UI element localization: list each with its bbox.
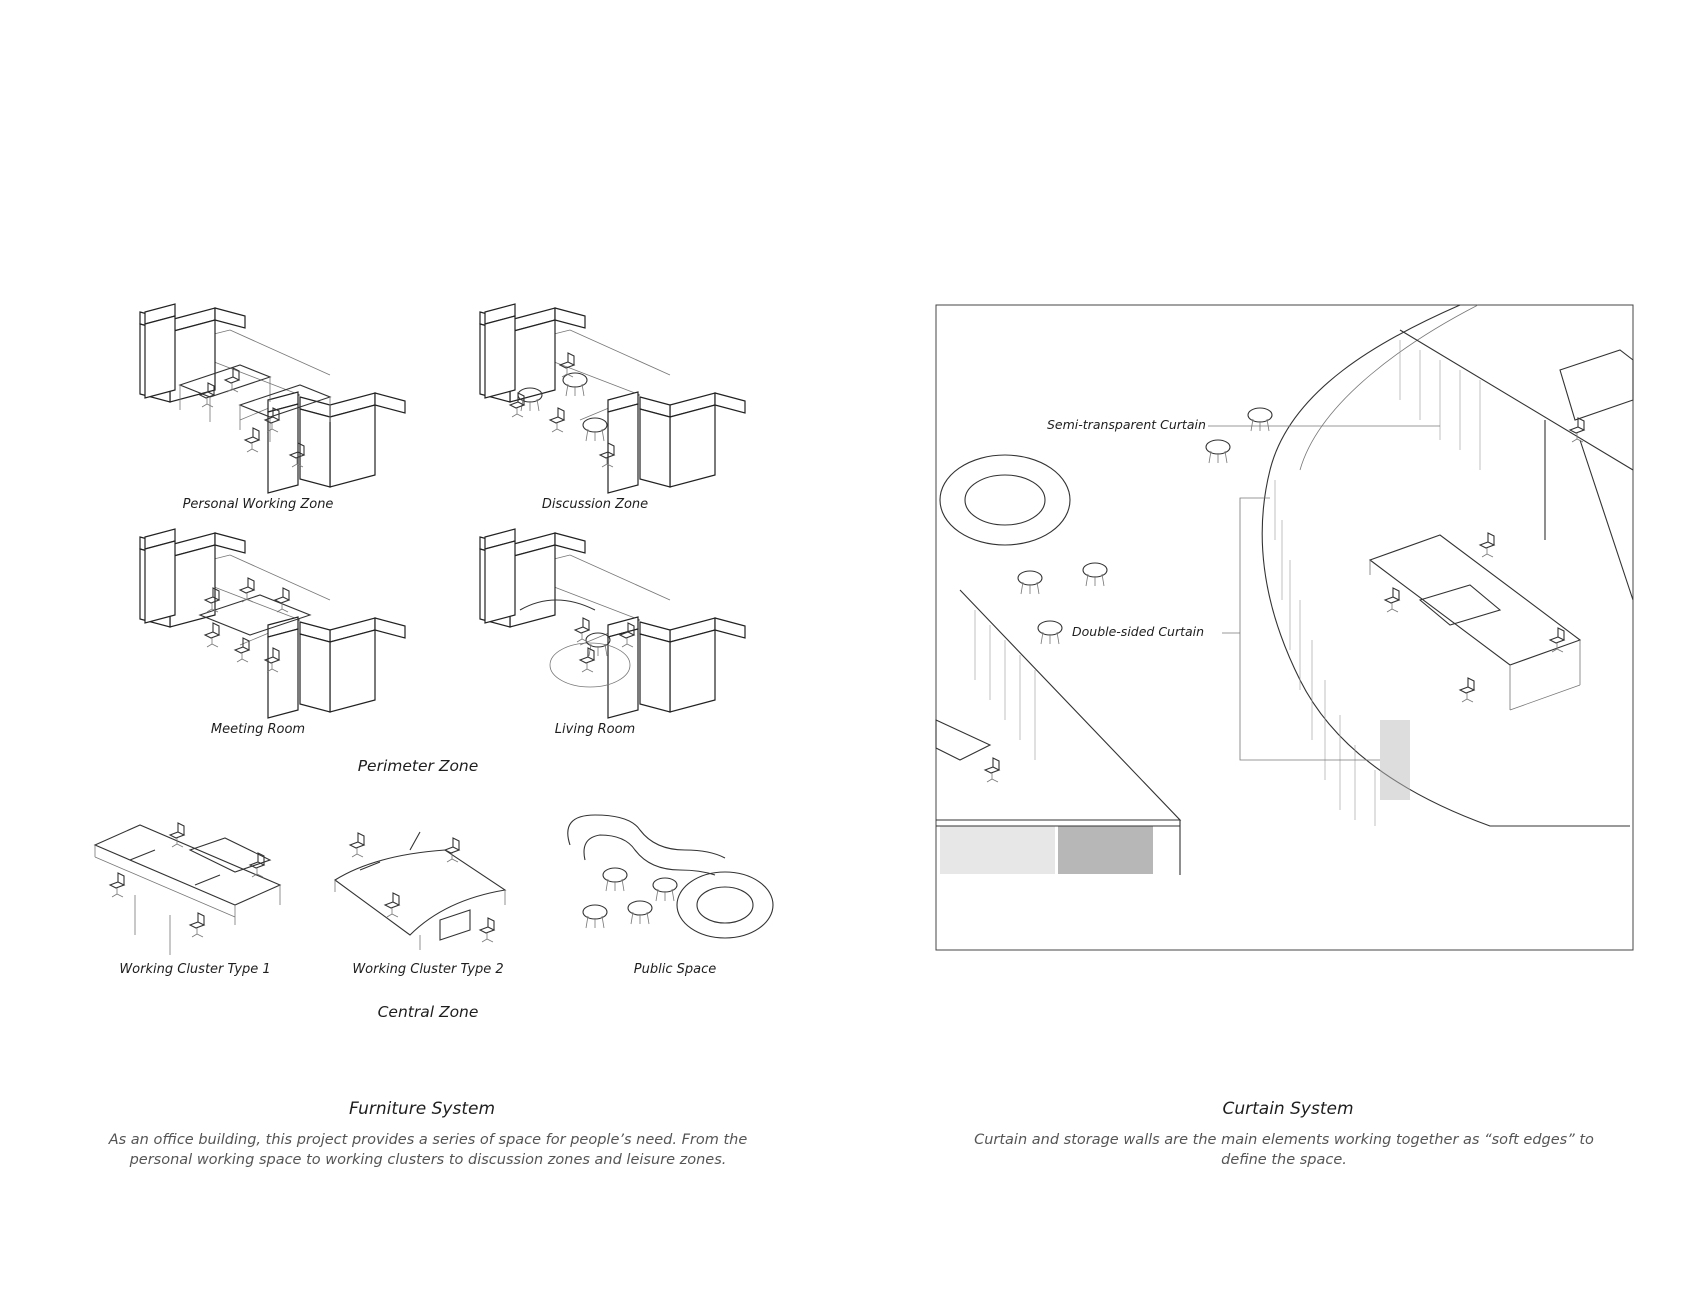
working-cluster-type-1-label: Working Cluster Type 1 [119,962,271,977]
discussion-zone-label: Discussion Zone [541,497,649,512]
public-space-drawing [568,815,773,938]
double-sided-curtain-callout: Double-sided Curtain [1072,624,1205,639]
curtain-system-drawing [936,305,1633,950]
furniture-description-line-2: personal working space to working clusters to discussion zones and leisure zones. [129,1152,727,1168]
central-zone-label: Central Zone [377,1003,479,1021]
working-cluster-type-2-label: Working Cluster Type 2 [352,962,504,977]
working-cluster-type-2-drawing [335,832,505,950]
curtain-system-title: Curtain System [1222,1099,1354,1119]
working-cluster-type-1-drawing [95,823,280,955]
personal-working-zone-drawing [140,304,405,493]
curtain-description-line-2: define the space. [1221,1152,1347,1168]
furniture-description-line-1: As an office building, this project provides a series of space for people’s need. From the [108,1132,748,1148]
living-room-label: Living Room [554,722,636,737]
furniture-system-title: Furniture System [348,1099,496,1119]
curtain-description-line-1: Curtain and storage walls are the main elements working together as “soft edges” to [974,1132,1594,1148]
meeting-room-label: Meeting Room [210,722,306,737]
personal-working-zone-label: Personal Working Zone [182,497,334,512]
semi-transparent-curtain-callout: Semi-transparent Curtain [1047,417,1206,432]
living-room-drawing [480,529,745,718]
curtain-system-description [974,1130,1594,1170]
discussion-zone-drawing [480,304,745,493]
meeting-room-drawing [140,529,405,718]
perimeter-zone-label: Perimeter Zone [357,757,479,775]
public-space-label: Public Space [633,962,717,977]
furniture-system-description [109,1130,748,1170]
